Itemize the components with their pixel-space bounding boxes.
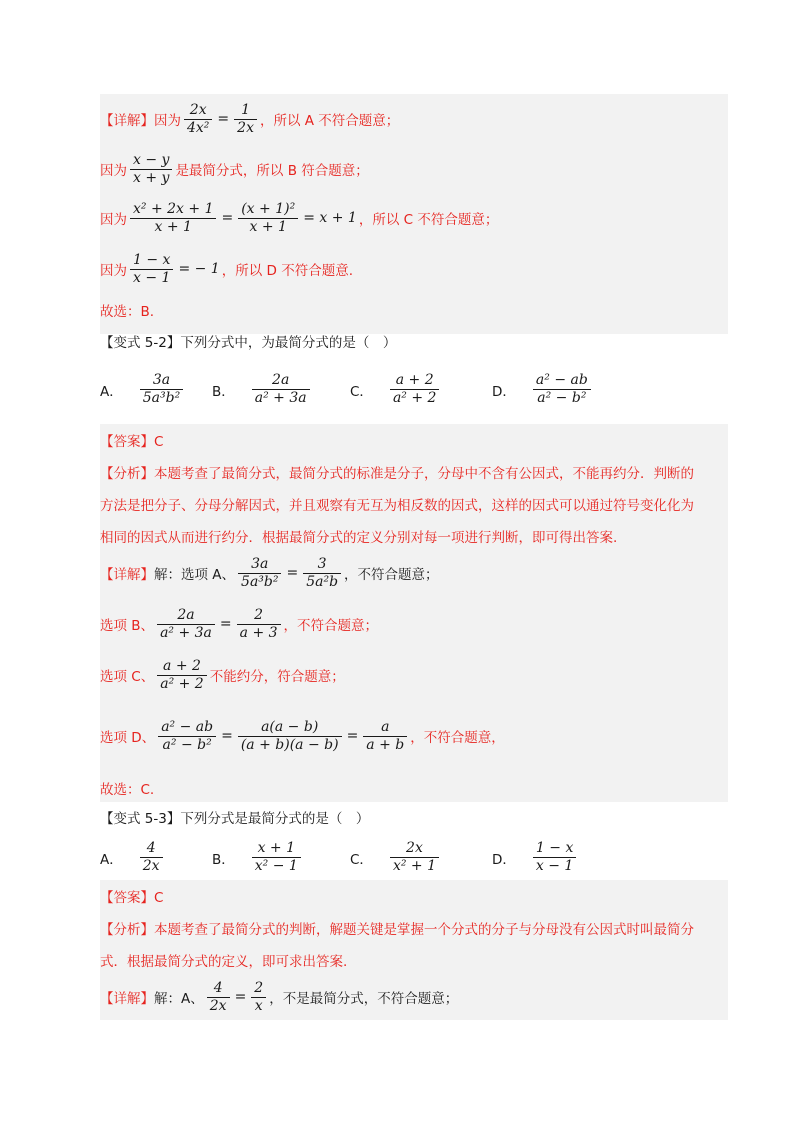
fraction: $\frac{2x}{\text{x² + 1}}$ — [390, 840, 439, 875]
detail-tag: 【详解】 — [100, 567, 154, 583]
analysis-line: 相同的因式从而进行约分．根据最简分式的定义分别对每一项进行判断，即可得出答案. — [100, 530, 618, 546]
option-b: B． $\frac{2a}{\text{a² + 3a}}$ — [212, 372, 313, 407]
detail-line-d: 选项 D、 $\frac{\text{a² − ab}}{\text{a² − b²}}$ = $\frac{a(a - b)}{(a + b)(a - b)}$ = $\frac{a}{a + b}$ ，不符合题意， — [100, 718, 505, 753]
text: ，不符合题意； — [283, 618, 379, 634]
text: 解：A、 — [154, 991, 204, 1007]
fraction: $\frac{\text{(x + 1)²}}{x + 1}$ — [238, 201, 298, 236]
option-d: D． $\frac{\text{a² − ab}}{\text{a² − b²}}$ — [492, 372, 594, 407]
analysis-line: 方法是把分子、分母分解因式，并且观察有无互为相反数的因式，这样的因式可以通过符号变化化为 — [100, 498, 694, 514]
fraction: $\frac{\text{x² + 2x + 1}}{x + 1}$ — [130, 201, 216, 236]
text: ，所以 A 不符合题意； — [259, 113, 400, 129]
answer-line: 【答案】C — [100, 434, 164, 450]
fraction: $\frac{x + 1}{\text{x² − 1}}$ — [252, 840, 301, 875]
detail-line-a: 【详解】 解：选项 A、 $\frac{3a}{\text{5a³b²}}$ = $\frac{3}{\text{5a²b}}$ ，不符合题意； — [100, 555, 439, 590]
text: 选项 B、 — [100, 618, 155, 634]
option-d: D． $\frac{1 - x}{x - 1}$ — [492, 840, 579, 875]
fraction: $\frac{a}{a + b}$ — [363, 719, 407, 754]
fraction: $\frac{2}{x}$ — [251, 980, 266, 1015]
question-title-5-2: 【变式 5-2】下列分式中，为最简分式的是（ ） — [100, 335, 397, 351]
analysis-line: 【分析】本题考查了最简分式，最简分式的标准是分子，分母中不含有公因式，不能再约分．判断的 — [100, 466, 694, 482]
fraction: $\frac{a + 2}{\text{a² + 2}}$ — [157, 658, 207, 693]
text: ，所以 C 不符合题意； — [358, 212, 499, 228]
text: 因为 — [100, 163, 127, 179]
text: 不能约分，符合题意； — [209, 669, 345, 685]
text: ，不符合题意， — [410, 730, 505, 746]
fraction: $\frac{2a}{\text{a² + 3a}}$ — [252, 372, 310, 407]
option-a: A． $\frac{3a}{\text{5a³b²}}$ — [100, 372, 186, 407]
fraction: $\frac{\text{a² − ab}}{\text{a² − b²}}$ — [158, 719, 216, 754]
fraction: $\frac{3}{\text{5a²b}}$ — [303, 556, 341, 591]
fraction: $\frac{\text{a² − ab}}{\text{a² − b²}}$ — [533, 372, 591, 407]
solution-line-d — [100, 250, 353, 288]
text: ，不符合题意； — [344, 567, 439, 583]
option-c: C． $\frac{a + 2}{\text{a² + 2}}$ — [350, 372, 442, 407]
detail-line-a: 【详解】 解：A、 $\frac{4}{2x}$ = $\frac{2}{x}$ ，不是最简分式，不符合题意； — [100, 979, 459, 1014]
fraction: $\frac{3a}{\text{5a³b²}}$ — [140, 372, 183, 407]
text: 因为 — [154, 113, 181, 129]
analysis-line: 式．根据最简分式的定义，即可求出答案. — [100, 954, 348, 970]
detail-line-c — [100, 654, 345, 696]
answer-line: 【答案】C — [100, 890, 164, 906]
detail-line-b: 选项 B、 $\frac{2a}{\text{a² + 3a}}$ = $\frac{2}{a + 3}$ ，不符合题意； — [100, 606, 379, 641]
fraction: $\frac{a + 2}{\text{a² + 2}}$ — [390, 372, 440, 407]
fraction: $\frac{4}{2x}$ — [140, 840, 163, 875]
fraction: $\frac{1 - x}{x - 1}$ — [130, 252, 173, 287]
fraction: $\frac{x - y}{x + y}$ — [130, 152, 172, 187]
fraction: $\frac{a(a - b)}{(a + b)(a - b)}$ — [238, 719, 342, 754]
analysis-line: 【分析】本题考查了最简分式的判断，解题关键是掌握一个分式的分子与分母没有公因式时叫最简分 — [100, 922, 694, 938]
option-a: A． $\frac{4}{2x}$ — [100, 840, 166, 875]
text: ，所以 D 不符合题意. — [221, 263, 353, 279]
text: 是最简分式，所以 B 符合题意； — [175, 163, 369, 179]
expression: = − 1 — [178, 261, 220, 277]
text: 因为 — [100, 263, 127, 279]
solution-line-a: 【详解】 因为 $\frac{2x}{\text{4x²}}$ = $\frac{1}{2x}$ ，所以 A 不符合题意； — [100, 101, 400, 136]
solution-line-b — [100, 150, 369, 188]
choose-line: 故选：C. — [100, 782, 155, 798]
solution-line-c: 因为 $\frac{\text{x² + 2x + 1}}{x + 1}$ = $\frac{\text{(x + 1)²}}{x + 1}$ = x + 1 ，所以 C 不符合题意； — [100, 200, 499, 235]
expression: = x + 1 — [303, 210, 357, 226]
text: 解：选项 A、 — [154, 567, 236, 583]
question-title-5-3: 【变式 5-3】下列分式是最简分式的是（ ） — [100, 811, 370, 827]
text: 选项 D、 — [100, 730, 156, 746]
text: 选项 C、 — [100, 669, 155, 685]
text: ，不是最简分式，不符合题意； — [269, 991, 459, 1007]
fraction: $\frac{3a}{\text{5a³b²}}$ — [238, 556, 281, 591]
text: 因为 — [100, 212, 127, 228]
fraction: $\frac{1}{2x}$ — [234, 102, 257, 137]
fraction: $\frac{4}{2x}$ — [207, 980, 230, 1015]
fraction: $\frac{2x}{\text{4x²}}$ — [184, 102, 212, 137]
fraction: $\frac{2a}{\text{a² + 3a}}$ — [157, 607, 215, 642]
option-b: B． $\frac{x + 1}{\text{x² − 1}}$ — [212, 840, 304, 875]
choose-line: 故选：B. — [100, 304, 155, 320]
fraction: $\frac{2}{a + 3}$ — [237, 607, 281, 642]
fraction: $\frac{1 - x}{x - 1}$ — [533, 840, 576, 875]
detail-tag: 【详解】 — [100, 991, 154, 1007]
detail-tag: 【详解】 — [100, 113, 154, 129]
option-c: C． $\frac{2x}{\text{x² + 1}}$ — [350, 840, 442, 875]
